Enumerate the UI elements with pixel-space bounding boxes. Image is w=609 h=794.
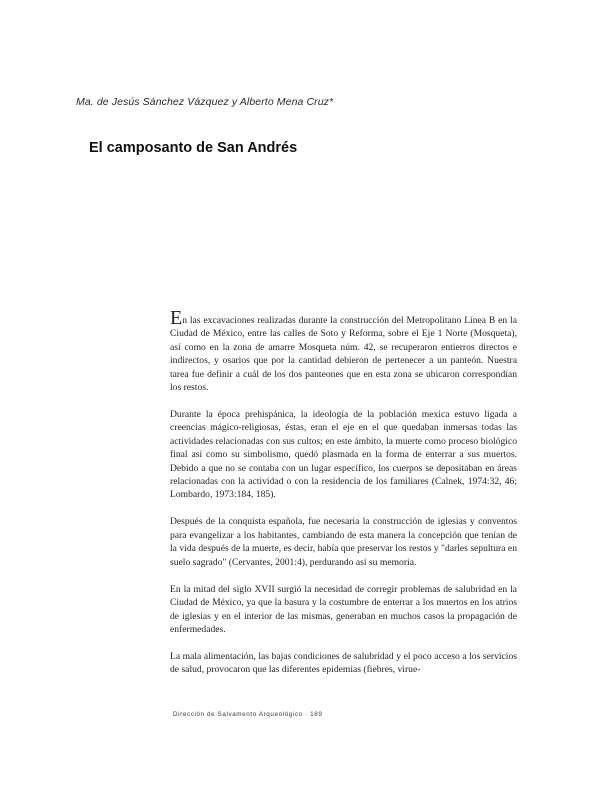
page-footer: Dirección de Salvamento Arqueológico · 189	[173, 711, 323, 718]
paragraph-4: En la mitad del siglo XVII surgió la necesidad de corregir problemas de salubridad en la Ciudad de México, ya que la basura y la costumbre de enterrar a los muertos en los atrios de iglesias y en el interior de las mismas, generaban en muchos casos la propagación de enfermedades.	[170, 583, 517, 635]
drop-cap: E	[170, 307, 183, 329]
paragraph-2: Durante la época prehispánica, la ideología de la población mexica estuvo ligada a creencias mágico-religiosas, éstas, eran el eje en el que quedaban inmersas todas las actividades relacionadas con sus cultos; en este ámbito, la muerte como proceso biológico final así como su simbolismo, quedó plasmada en la forma de enterrar a sus muertos. Debido a que no se contaba con un lugar específico, los cuerpos se depositaban en áreas relacionadas con la actividad o con la residencia de los familiares (Calnek, 1974:32, 46; Lombardo, 1973:184, 185).	[170, 409, 517, 501]
author-line: Ma. de Jesús Sánchez Vázquez y Alberto Mena Cruz*	[76, 96, 334, 108]
paragraph-3: Después de la conquista española, fue necesaria la construcción de iglesias y conventos para evangelizar a los habitantes, cambiando de esta manera la concepción que tenían de la vida después de la muerte, es decir, había que preservar los restos y "darles sepultura en suelo sagrado" (Cervantes, 2001:4), perdurando así su memoria.	[170, 516, 517, 568]
article-title: El camposanto de San Andrés	[89, 140, 298, 156]
paragraph-1-text: n las excavaciones realizadas durante la construcción del Metropolitano Línea B en la Ciudad de México, entre las calles de Soto y Reforma, sobre el Eje 1 Norte (Mosqueta), así como en la zona de amarre Mosqueta núm. 42, se recuperaron entierros directos e indirectos, y osarios que por la cantidad debieron de pertenecer a un panteón. Nuestra tarea fue definir a cuál de los dos panteones que en esta zona se ubicaron correspondían los restos.	[170, 315, 517, 394]
paragraph-1	[170, 307, 517, 394]
paragraph-5: La mala alimentación, las bajas condiciones de salubridad y el poco acceso a los servicios de salud, provocaron que las diferentes epidemias (fiebres, virue-	[170, 650, 517, 676]
article-body	[170, 307, 517, 690]
